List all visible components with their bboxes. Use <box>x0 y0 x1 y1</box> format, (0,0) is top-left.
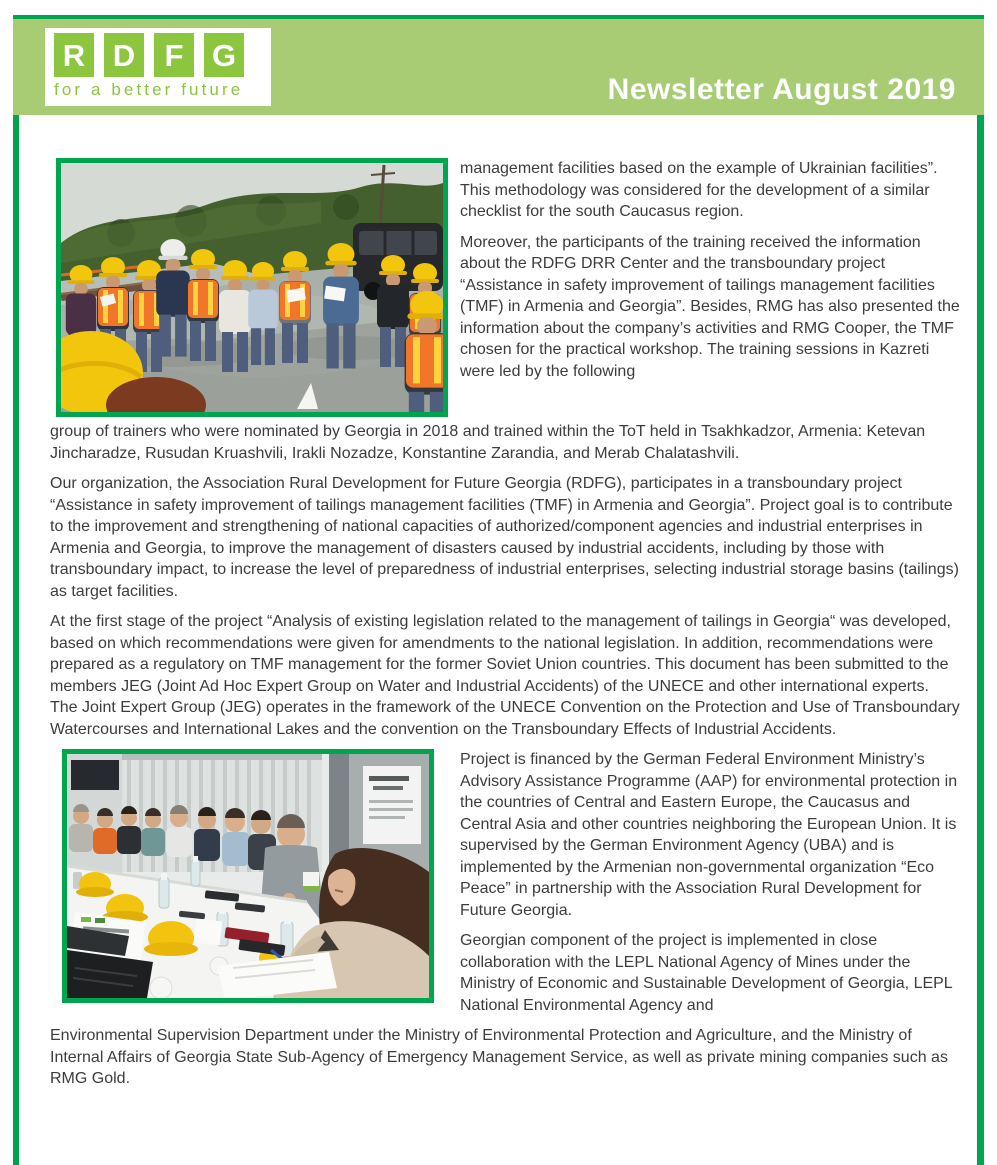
newsletter-body <box>50 158 960 1099</box>
paragraph-organization: Our organization, the Association Rural Development for Future Georgia (RDFG), participates in a transboundary project “Assistance in safety improvement of tailings management facilities (TMF) in Armenia and Georgia”. Project goal is to contribute to the improvement and strengthening of national capacities of authorized/component agencies and industrial enterprises in Armenia and Georgia, to improve the management of disasters caused by industrial accidents, including by those with transboundary impact, to increase the level of preparedness of industrial enterprises, selecting industrial storage basins (tailings) as target facilities. <box>50 475 959 600</box>
paragraph-first-stage: At the first stage of the project “Analysis of existing legislation related to the management of tailings in Georgia“ was developed, based on which recommendations were given for amendments to the national legislation. In addition, recommendations were prepared as a regulatory on TMF management for the former Soviet Union countries. This document has been submitted to the members JEG (Joint Ad Hoc Expert Group on Water and Industrial Accidents) of the UNECE and other international experts. The Joint Expert Group (JEG) operates in the framework of the UNECE Convention on the Protection and Use of Transboundary Watercourses and International Lakes and the convention on the Transboundary Effects of Industrial Accidents. <box>50 613 960 738</box>
paragraph-trainers: group of trainers who were nominated by Georgia in 2018 and trained within the ToT held in Tsakhkadzor, Armenia: Ketevan Jincharadze, Rusudan Kruashvili, Irakli Nozadze, Konstantine Zarandia, and Merab Chalatashvili. <box>50 423 926 462</box>
meeting-photo-art <box>67 754 429 998</box>
logo-letter-r: R <box>54 33 94 77</box>
financing-text-column <box>460 749 960 1025</box>
logo-letter-squares <box>45 28 271 77</box>
logo-letter-d: D <box>104 33 144 77</box>
site-visit-photo-art <box>61 163 443 412</box>
page-right-border <box>977 15 984 1165</box>
paragraph-checklist: management facilities based on the example of Ukrainian facilities”. This methodology was considered for the development of a similar checklist for the south Caucasus region. <box>460 160 938 220</box>
site-visit-photo <box>56 158 448 417</box>
newsletter-title: Newsletter August 2019 <box>607 73 956 106</box>
logo-letter-f: F <box>154 33 194 77</box>
logo-tagline: for a better future <box>54 80 244 99</box>
meeting-photo <box>62 749 434 1003</box>
rdfg-logo <box>45 28 271 106</box>
page-left-border <box>13 15 19 1165</box>
paragraph-financing: Project is financed by the German Federal Environment Ministry’s Advisory Assistance Programme (AAP) for environmental protection in the countries of Central and Eastern Europe, the Caucasus and Central Asia and other countries neighboring the European Union. It is supervised by the German Environment Agency (UBA) and is implemented by the Armenian non-governmental organization “Eco Peace” in partnership with the Association Rural Development for Future Georgia. <box>460 751 958 919</box>
logo-letter-g: G <box>204 33 244 77</box>
section-training <box>50 158 960 421</box>
paragraph-supervision: Environmental Supervision Department under the Ministry of Environmental Protection and Agriculture, and the Ministry of Internal Affairs of Georgia State Sub-Agency of Emergency Management Service, as well as private mining companies such as RMG Gold. <box>50 1027 948 1087</box>
section-financing <box>50 749 960 1025</box>
training-text-column <box>460 158 960 391</box>
paragraph-training-side: Moreover, the participants of the training received the information about the RDFG DRR Center and the transboundary project “Assistance in safety improvement of tailings management facilities (TMF) in Armenia and Georgia”. Besides, RMG has also presented the information about the company’s activities and RMG Cooper, the TMF chosen for the practical workshop. The training sessions in Kazreti were led by the following <box>460 233 960 380</box>
header-banner <box>13 15 984 115</box>
paragraph-georgian-component-side: Georgian component of the project is implemented in close collaboration with the LEPL National Agency of Mines under the Ministry of Economic and Sustainable Development of Georgia, LEPL National Environmental Agency and <box>460 932 953 1014</box>
